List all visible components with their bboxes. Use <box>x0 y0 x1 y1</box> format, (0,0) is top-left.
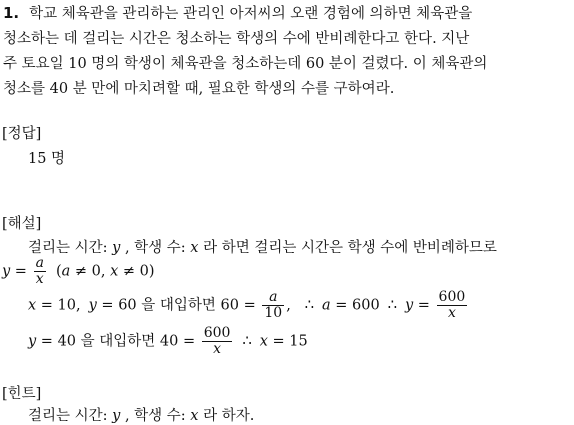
hint-text-2: , 학생 수: <box>120 408 191 424</box>
question-line-4: 청소를 40 분 만에 마치려할 때, 필요한 학생의 수를 구하여라. <box>3 81 395 97</box>
exp3-aeq: = 600 <box>330 297 380 314</box>
hint-var-x: x <box>190 408 199 424</box>
exp4-frac-den: x <box>202 341 233 357</box>
exp1-text-3: 라 하면 걸리는 시간은 학생 수에 반비례하므로 <box>198 240 497 256</box>
exp3-x: x <box>28 297 37 314</box>
hint-var-y: y <box>112 408 121 424</box>
exp2-cond-ne2: ≠ 0 <box>118 263 149 280</box>
exp4-yeq: = 40 <box>36 333 77 350</box>
explanation-line-2 <box>2 256 155 287</box>
exp3-sixty: 60 = <box>220 297 261 314</box>
exp3-frac-den: 10 <box>264 305 283 321</box>
exp2-lhs: y <box>2 263 11 280</box>
exp4-forty: 40 = <box>159 333 200 350</box>
explanation-line-4 <box>28 326 308 357</box>
question-text-1: 학교 체육관을 관리하는 관리인 아저씨의 오랜 경험에 의하면 체육관을 <box>29 6 473 22</box>
question-line-2: 청소하는 데 걸리는 시간은 청소하는 학생의 수에 반비례한다고 한다. 지난 <box>3 31 470 47</box>
explanation-line-3 <box>28 290 469 321</box>
answer-value: 15 명 <box>28 151 66 167</box>
exp4-therefore: ∴ <box>242 333 252 350</box>
exp4-frac-num: 600 <box>203 325 231 341</box>
explanation-heading: [해설] <box>2 216 42 232</box>
exp2-frac-num: a <box>35 255 44 271</box>
exp3-fraction-2 <box>437 290 468 321</box>
exp3-y: y <box>88 297 97 314</box>
exp3-comma: , <box>286 297 291 314</box>
exp4-xeq: = 15 <box>267 333 308 350</box>
exp2-cond-open: ( <box>55 263 62 280</box>
question-line-1 <box>3 2 472 23</box>
exp3-frac2-den: x <box>437 305 468 321</box>
question-line-3: 주 토요일 10 명의 학생이 체육관을 청소하는데 60 분이 걸렸다. 이 체육관의 <box>3 56 488 72</box>
exp3-fraction <box>262 290 284 321</box>
exp1-var-x: x <box>190 240 199 256</box>
exp2-frac-den: x <box>34 271 46 287</box>
exp3-xeq: = 10, <box>36 297 81 314</box>
exp3-text: 을 대입하면 <box>136 297 221 314</box>
exp2-eq: = <box>10 263 32 280</box>
exp3-a: a <box>322 297 331 314</box>
exp1-text-1: 걸리는 시간: <box>28 240 113 256</box>
exp2-fraction <box>34 256 46 287</box>
exp4-x: x <box>259 333 268 350</box>
exp3-therefore-2: ∴ <box>387 297 397 314</box>
exp2-cond-ne1: ≠ 0, <box>70 263 111 280</box>
exp3-y2: y <box>404 297 414 314</box>
exp1-text-2: , 학생 수: <box>120 240 191 256</box>
exp4-y: y <box>28 333 37 350</box>
exp3-yeq: = 60 <box>96 297 137 314</box>
exp3-frac2-num: 600 <box>438 289 466 305</box>
answer-heading: [정답] <box>2 126 42 142</box>
question-number: 1. <box>3 4 20 22</box>
exp3-eq2: = <box>413 297 435 314</box>
exp2-cond-x: x <box>110 263 119 280</box>
hint-text-3: 라 하자. <box>198 408 255 424</box>
hint-text-1: 걸리는 시간: <box>28 408 113 424</box>
exp3-therefore-1: ∴ <box>304 297 315 314</box>
exp3-frac-num: a <box>269 289 278 305</box>
explanation-line-1 <box>28 236 497 257</box>
exp4-text: 을 대입하면 <box>76 333 160 350</box>
hint-line <box>28 404 254 425</box>
exp1-var-y: y <box>112 240 121 256</box>
hint-heading: [힌트] <box>2 386 42 402</box>
exp2-cond-close: ) <box>148 263 155 280</box>
exp2-cond-a: a <box>61 263 71 280</box>
exp4-fraction <box>202 326 233 357</box>
